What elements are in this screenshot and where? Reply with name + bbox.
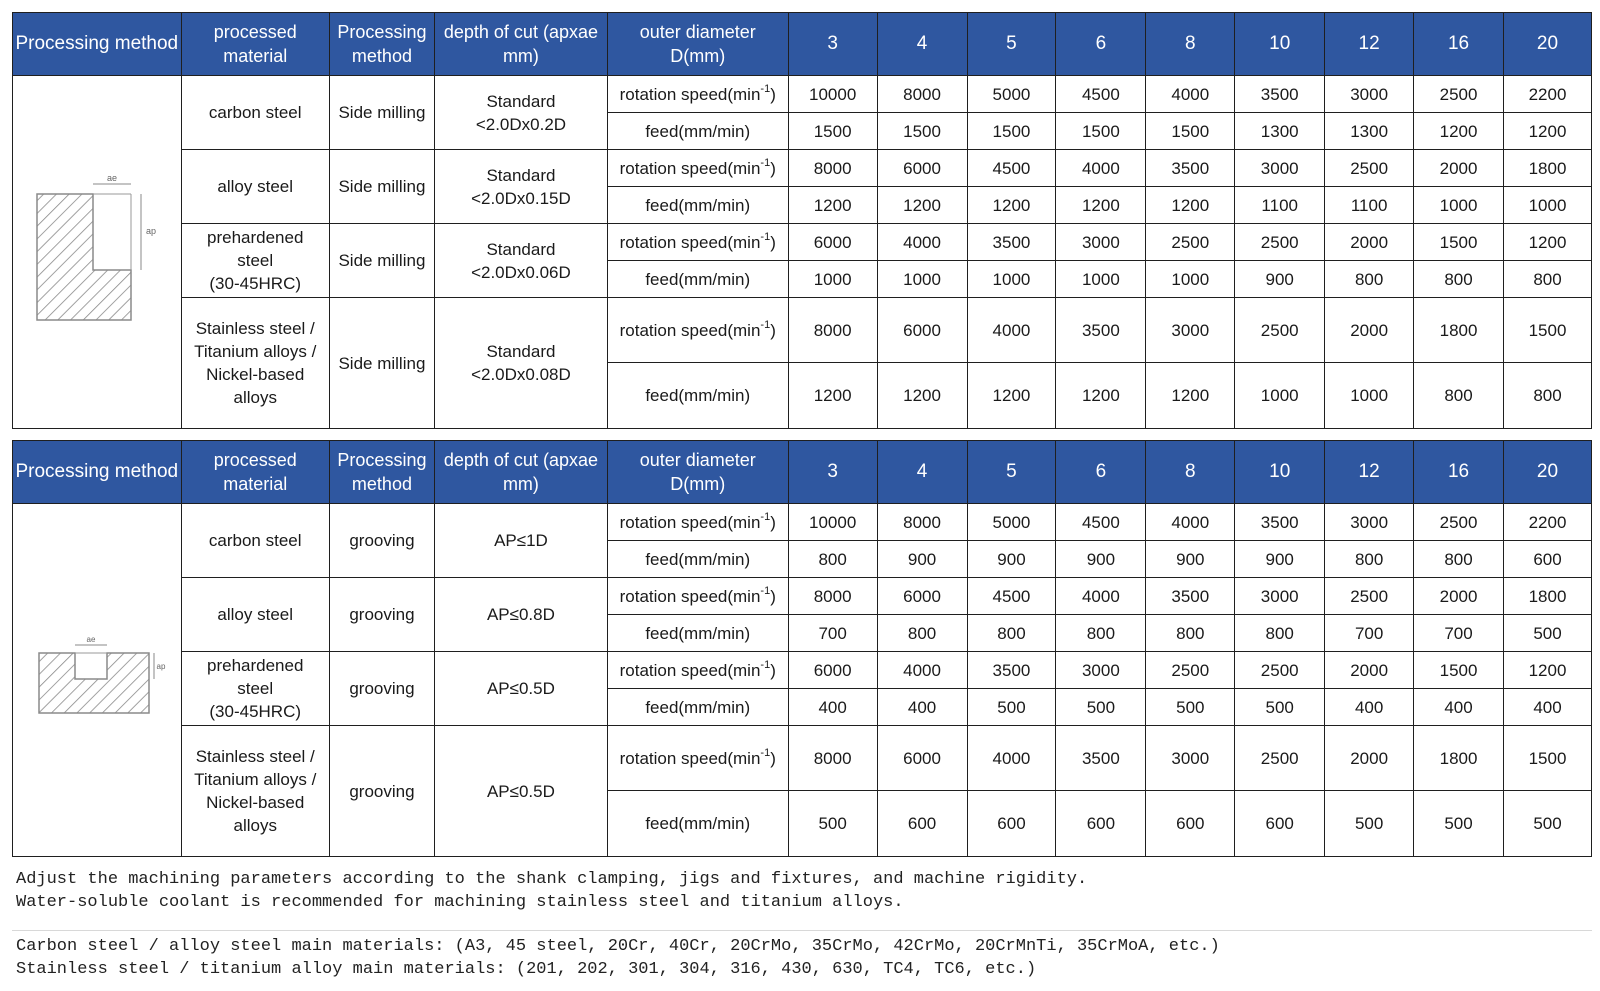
material-line: prehardened [207, 228, 304, 247]
speed-label-exponent: -1 [760, 658, 771, 671]
speed-value: 3000 [1056, 224, 1146, 261]
feed-value: 800 [1414, 541, 1504, 578]
feed-value: 1000 [1414, 187, 1504, 224]
note-stainless-titanium-materials: Stainless steel / titanium alloy main materials: (201, 202, 301, 304, 316, 430, 630, TC4, TC6, etc.) [16, 960, 1037, 979]
rotation-speed-label [607, 298, 788, 363]
speed-label-close: ) [770, 320, 776, 340]
feed-value: 1000 [877, 261, 967, 298]
feed-value: 800 [1146, 615, 1235, 652]
feed-label: feed(mm/min) [607, 187, 788, 224]
feed-value: 500 [1504, 791, 1592, 857]
speed-value: 5000 [967, 76, 1056, 113]
depth-cell [435, 726, 608, 857]
header-processing-method-2: Processing method [329, 13, 434, 76]
material-cell [181, 578, 329, 652]
feed-value: 600 [1235, 791, 1325, 857]
side-milling-table [12, 12, 1592, 429]
speed-value: 3500 [1056, 726, 1146, 791]
header-processing-method: Processing method [13, 13, 182, 76]
speed-row [13, 652, 1592, 689]
speed-value: 4000 [877, 652, 967, 689]
header-diameter: 4 [877, 441, 967, 504]
method-cell: Side milling [329, 150, 434, 224]
speed-value: 2000 [1414, 578, 1504, 615]
header-diameter: 5 [967, 441, 1056, 504]
speed-value: 2500 [1146, 652, 1235, 689]
feed-value: 800 [1414, 261, 1504, 298]
speed-label-close: ) [770, 660, 776, 680]
feed-value: 1000 [1056, 261, 1146, 298]
depth-line: AP≤0.5D [486, 781, 555, 801]
feed-value: 800 [1325, 261, 1414, 298]
speed-value: 3000 [1056, 652, 1146, 689]
speed-value: 6000 [877, 726, 967, 791]
depth-line: <2.0Dx0.08D [471, 365, 571, 384]
speed-row [13, 224, 1592, 261]
header-outer-diameter: outer diameter D(mm) [607, 13, 788, 76]
depth-line: <2.0Dx0.06D [471, 262, 571, 282]
speed-value: 3500 [1235, 76, 1325, 113]
speed-value: 3000 [1325, 76, 1414, 113]
feed-value: 1000 [1325, 363, 1414, 429]
speed-value: 6000 [877, 298, 967, 363]
machining-notes [12, 868, 1592, 916]
note-carbon-alloy-materials: Carbon steel / alloy steel main materials: (A3, 45 steel, 20Cr, 40Cr, 20CrMo, 35CrMo, 42CrMo, 20CrMnTi, 35CrMoA, etc.) [16, 937, 1220, 956]
material-line: alloy steel [217, 605, 294, 624]
material-cell [181, 224, 329, 298]
feed-value: 800 [967, 615, 1056, 652]
depth-cell [435, 578, 608, 652]
material-line: alloy steel [217, 177, 294, 196]
feed-value: 1200 [1056, 363, 1146, 429]
speed-value: 6000 [877, 150, 967, 187]
header-diameter: 8 [1146, 13, 1235, 76]
speed-value: 3500 [1146, 150, 1235, 187]
material-line: prehardened [207, 656, 304, 675]
material-line: alloys [233, 388, 277, 407]
feed-value: 900 [967, 541, 1056, 578]
header-processed-material: processed material [181, 441, 329, 504]
speed-value: 8000 [877, 76, 967, 113]
speed-label-text: rotation speed(min [619, 748, 761, 768]
speed-value: 2500 [1325, 150, 1414, 187]
speed-label-close: ) [770, 84, 776, 104]
depth-line: <2.0Dx0.2D [475, 114, 567, 134]
feed-value: 800 [788, 541, 877, 578]
speed-value: 4000 [1146, 76, 1235, 113]
feed-value: 1500 [788, 113, 877, 150]
feed-label: feed(mm/min) [607, 261, 788, 298]
material-line: steel [237, 679, 274, 698]
header-diameter: 12 [1325, 13, 1414, 76]
speed-value: 3500 [967, 652, 1056, 689]
method-cell: Side milling [329, 76, 434, 150]
header-diameter: 8 [1146, 441, 1235, 504]
material-cell [181, 726, 329, 857]
feed-label: feed(mm/min) [607, 541, 788, 578]
depth-line: Standard [486, 91, 556, 111]
speed-value: 4000 [967, 298, 1056, 363]
header-diameter: 10 [1235, 441, 1325, 504]
rotation-speed-label [607, 578, 788, 615]
speed-row [13, 726, 1592, 791]
feed-value: 400 [1414, 689, 1504, 726]
depth-cell [435, 504, 608, 578]
speed-value: 3500 [967, 224, 1056, 261]
speed-value: 2500 [1146, 224, 1235, 261]
rotation-speed-label [607, 224, 788, 261]
speed-value: 10000 [788, 76, 877, 113]
speed-label-close: ) [770, 586, 776, 606]
method-cell: Side milling [329, 224, 434, 298]
speed-value: 3000 [1235, 150, 1325, 187]
speed-value: 2000 [1325, 726, 1414, 791]
depth-line: Standard [486, 342, 556, 361]
speed-value: 8000 [788, 150, 877, 187]
speed-value: 2500 [1414, 76, 1504, 113]
speed-row [13, 76, 1592, 113]
side-milling-diagram [27, 172, 167, 332]
diagram-cell [13, 504, 182, 857]
speed-value: 1500 [1414, 652, 1504, 689]
feed-value: 900 [1235, 541, 1325, 578]
diagram-cell [13, 76, 182, 429]
speed-label-exponent: -1 [760, 82, 771, 95]
speed-label-text: rotation speed(min [619, 320, 761, 340]
header-diameter: 20 [1504, 441, 1592, 504]
feed-value: 400 [877, 689, 967, 726]
speed-value: 1200 [1504, 224, 1592, 261]
feed-value: 1000 [1235, 363, 1325, 429]
feed-value: 500 [1504, 615, 1592, 652]
ap-label: ap [145, 226, 156, 236]
feed-value: 500 [788, 791, 877, 857]
feed-value: 1200 [788, 187, 877, 224]
header-processed-material: processed material [181, 13, 329, 76]
speed-label-exponent: -1 [760, 230, 771, 243]
speed-value: 3000 [1146, 298, 1235, 363]
header-depth-of-cut: depth of cut (apxae mm) [435, 441, 608, 504]
speed-label-close: ) [770, 232, 776, 252]
speed-label-text: rotation speed(min [619, 512, 761, 532]
speed-value: 2200 [1504, 504, 1592, 541]
speed-value: 3000 [1325, 504, 1414, 541]
feed-value: 1200 [1056, 187, 1146, 224]
header-diameter: 16 [1414, 441, 1504, 504]
material-line: Titanium alloys / [194, 770, 317, 789]
header-outer-diameter: outer diameter D(mm) [607, 441, 788, 504]
speed-value: 5000 [967, 504, 1056, 541]
material-cell [181, 504, 329, 578]
feed-label: feed(mm/min) [607, 689, 788, 726]
speed-value: 3500 [1146, 578, 1235, 615]
note-rigidity: Adjust the machining parameters according to the shank clamping, jigs and fixtures, and machine rigidity. [16, 870, 1088, 889]
method-cell: grooving [329, 726, 434, 857]
speed-value: 8000 [788, 298, 877, 363]
ap-label: ap [156, 662, 166, 671]
feed-value: 900 [1235, 261, 1325, 298]
feed-value: 900 [1056, 541, 1146, 578]
material-cell [181, 652, 329, 726]
speed-value: 1200 [1504, 652, 1592, 689]
speed-value: 10000 [788, 504, 877, 541]
feed-value: 500 [1414, 791, 1504, 857]
feed-value: 500 [1235, 689, 1325, 726]
speed-value: 4000 [1146, 504, 1235, 541]
speed-value: 1800 [1504, 150, 1592, 187]
header-diameter: 5 [967, 13, 1056, 76]
speed-label-exponent: -1 [760, 746, 771, 759]
speed-value: 2500 [1235, 726, 1325, 791]
feed-value: 600 [1146, 791, 1235, 857]
speed-value: 1500 [1504, 726, 1592, 791]
rotation-speed-label [607, 652, 788, 689]
header-diameter: 10 [1235, 13, 1325, 76]
depth-cell [435, 76, 608, 150]
header-diameter: 6 [1056, 441, 1146, 504]
feed-value: 1300 [1325, 113, 1414, 150]
feed-value: 1100 [1235, 187, 1325, 224]
header-row [13, 13, 1592, 76]
speed-value: 2500 [1325, 578, 1414, 615]
feed-value: 600 [967, 791, 1056, 857]
header-row [13, 441, 1592, 504]
speed-value: 6000 [788, 224, 877, 261]
feed-value: 400 [1504, 689, 1592, 726]
speed-value: 2500 [1235, 652, 1325, 689]
speed-label-text: rotation speed(min [619, 84, 761, 104]
speed-label-exponent: -1 [760, 584, 771, 597]
feed-label: feed(mm/min) [607, 791, 788, 857]
rotation-speed-label [607, 504, 788, 541]
header-processing-method-2: Processing method [329, 441, 434, 504]
material-line: Nickel-based [206, 793, 305, 812]
speed-value: 1800 [1414, 726, 1504, 791]
material-line: Titanium alloys / [194, 342, 317, 361]
feed-value: 800 [1504, 261, 1592, 298]
speed-label-close: ) [770, 512, 776, 532]
speed-value: 4500 [1056, 76, 1146, 113]
method-cell: grooving [329, 578, 434, 652]
speed-value: 1500 [1504, 298, 1592, 363]
speed-label-exponent: -1 [760, 156, 771, 169]
feed-value: 1200 [877, 187, 967, 224]
feed-value: 1200 [967, 363, 1056, 429]
feed-value: 1200 [1146, 363, 1235, 429]
feed-value: 1300 [1235, 113, 1325, 150]
speed-label-exponent: -1 [760, 318, 771, 331]
speed-value: 8000 [877, 504, 967, 541]
header-diameter: 4 [877, 13, 967, 76]
feed-label: feed(mm/min) [607, 363, 788, 429]
speed-label-text: rotation speed(min [619, 158, 761, 178]
material-line: Nickel-based [206, 365, 305, 384]
feed-value: 1200 [1414, 113, 1504, 150]
feed-value: 1500 [1056, 113, 1146, 150]
material-line: (30-45HRC) [209, 274, 302, 293]
depth-cell [435, 298, 608, 429]
feed-value: 500 [1056, 689, 1146, 726]
header-depth-of-cut: depth of cut (apxae mm) [435, 13, 608, 76]
speed-row [13, 578, 1592, 615]
feed-value: 500 [967, 689, 1056, 726]
header-diameter: 20 [1504, 13, 1592, 76]
feed-value: 1200 [1146, 187, 1235, 224]
speed-value: 4000 [1056, 578, 1146, 615]
material-cell [181, 150, 329, 224]
feed-value: 800 [1056, 615, 1146, 652]
material-line: carbon steel [208, 103, 302, 122]
speed-value: 3500 [1235, 504, 1325, 541]
feed-value: 700 [788, 615, 877, 652]
ae-label: ae [86, 635, 96, 644]
depth-cell [435, 224, 608, 298]
feed-value: 600 [877, 791, 967, 857]
feed-value: 900 [1146, 541, 1235, 578]
header-diameter: 3 [788, 441, 877, 504]
speed-value: 3000 [1235, 578, 1325, 615]
feed-value: 800 [1414, 363, 1504, 429]
speed-value: 4500 [967, 150, 1056, 187]
feed-value: 1000 [788, 261, 877, 298]
feed-value: 800 [1325, 541, 1414, 578]
feed-value: 1000 [967, 261, 1056, 298]
speed-value: 4500 [1056, 504, 1146, 541]
material-notes [12, 930, 1592, 981]
depth-cell [435, 652, 608, 726]
speed-label-close: ) [770, 748, 776, 768]
header-diameter: 16 [1414, 13, 1504, 76]
material-line: Stainless steel / [195, 747, 315, 766]
material-line: alloys [233, 816, 277, 835]
speed-value: 1800 [1414, 298, 1504, 363]
speed-value: 2000 [1325, 224, 1414, 261]
feed-value: 500 [1146, 689, 1235, 726]
feed-value: 1200 [788, 363, 877, 429]
ae-label: ae [106, 173, 117, 183]
feed-value: 400 [788, 689, 877, 726]
speed-value: 3500 [1056, 298, 1146, 363]
speed-value: 2000 [1325, 652, 1414, 689]
depth-line: AP≤1D [494, 531, 548, 550]
feed-value: 1500 [967, 113, 1056, 150]
material-cell [181, 298, 329, 429]
feed-value: 1500 [877, 113, 967, 150]
speed-value: 1500 [1414, 224, 1504, 261]
feed-label: feed(mm/min) [607, 615, 788, 652]
speed-value: 4000 [877, 224, 967, 261]
speed-value: 2200 [1504, 76, 1592, 113]
speed-value: 2000 [1325, 298, 1414, 363]
feed-value: 1000 [1504, 187, 1592, 224]
header-diameter: 3 [788, 13, 877, 76]
feed-value: 700 [1414, 615, 1504, 652]
speed-label-exponent: -1 [760, 510, 771, 523]
speed-row [13, 150, 1592, 187]
material-line: Stainless steel / [195, 319, 315, 338]
speed-label-text: rotation speed(min [619, 660, 761, 680]
feed-value: 800 [1235, 615, 1325, 652]
method-cell: grooving [329, 652, 434, 726]
material-line: (30-45HRC) [209, 702, 302, 721]
depth-cell [435, 150, 608, 224]
header-diameter: 12 [1325, 441, 1414, 504]
speed-value: 8000 [788, 578, 877, 615]
speed-value: 4500 [967, 578, 1056, 615]
header-diameter: 6 [1056, 13, 1146, 76]
material-line: steel [237, 251, 274, 270]
rotation-speed-label [607, 726, 788, 791]
speed-value: 3000 [1146, 726, 1235, 791]
feed-value: 900 [877, 541, 967, 578]
speed-label-text: rotation speed(min [619, 232, 761, 252]
feed-value: 1000 [1146, 261, 1235, 298]
method-cell: Side milling [329, 298, 434, 429]
grooving-table [12, 440, 1592, 857]
speed-row [13, 298, 1592, 363]
depth-line: AP≤0.8D [486, 605, 555, 624]
grooving-diagram [27, 635, 167, 725]
rotation-speed-label [607, 76, 788, 113]
speed-value: 4000 [967, 726, 1056, 791]
speed-value: 6000 [877, 578, 967, 615]
speed-value: 1800 [1504, 578, 1592, 615]
feed-value: 400 [1325, 689, 1414, 726]
speed-value: 2500 [1235, 298, 1325, 363]
feed-value: 600 [1056, 791, 1146, 857]
speed-value: 2000 [1414, 150, 1504, 187]
material-cell [181, 76, 329, 150]
feed-value: 1200 [877, 363, 967, 429]
feed-value: 1500 [1146, 113, 1235, 150]
speed-value: 8000 [788, 726, 877, 791]
feed-value: 600 [1504, 541, 1592, 578]
method-cell: grooving [329, 504, 434, 578]
note-coolant: Water-soluble coolant is recommended for machining stainless steel and titanium alloys. [16, 893, 904, 912]
speed-label-close: ) [770, 158, 776, 178]
depth-line: Standard [486, 239, 556, 259]
speed-value: 2500 [1235, 224, 1325, 261]
rotation-speed-label [607, 150, 788, 187]
material-line: carbon steel [208, 531, 302, 550]
depth-line: AP≤0.5D [486, 679, 555, 698]
speed-row [13, 504, 1592, 541]
speed-label-text: rotation speed(min [619, 586, 761, 606]
speed-value: 2500 [1414, 504, 1504, 541]
feed-value: 1200 [967, 187, 1056, 224]
feed-value: 700 [1325, 615, 1414, 652]
depth-line: <2.0Dx0.15D [471, 188, 571, 208]
speed-value: 6000 [788, 652, 877, 689]
feed-value: 800 [1504, 363, 1592, 429]
feed-value: 1200 [1504, 113, 1592, 150]
feed-value: 800 [877, 615, 967, 652]
header-processing-method: Processing method [13, 441, 182, 504]
feed-value: 1100 [1325, 187, 1414, 224]
depth-line: Standard [486, 165, 556, 185]
feed-label: feed(mm/min) [607, 113, 788, 150]
speed-value: 4000 [1056, 150, 1146, 187]
feed-value: 500 [1325, 791, 1414, 857]
